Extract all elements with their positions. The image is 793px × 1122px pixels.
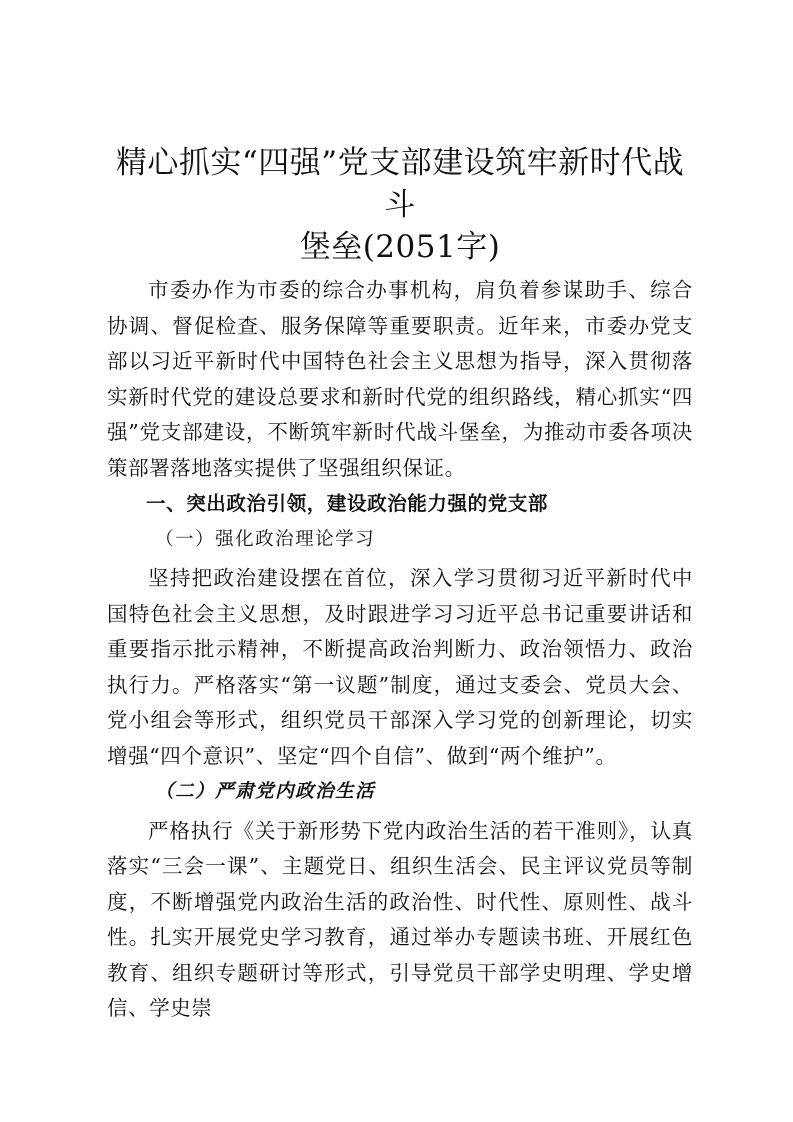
subsection-heading-2: （二）严肃党内政治生活 (155, 781, 376, 802)
subsection-2-paragraph: 严格执行《关于新形势下党内政治生活的若干准则》，认真落实“三会一课”、主题党日、组织生活会、民主评议党员等制度，不断增强党内政治生活的政治性、时代性、原则性、战斗性。扎实开展党史学习教育，通过举办专题读书班、开展红色教育、组织专题研讨等形式，引导党员干部学史明理、学史增信、学史崇 (107, 818, 693, 1020)
title-line-2: 堡垒(2051字) (299, 229, 501, 265)
title-line-1: 精心抓实“四强”党支部建设筑牢新时代战斗 (115, 145, 685, 223)
intro-paragraph: 市委办作为市委的综合办事机构，肩负着参谋助手、综合协调、督促检查、服务保障等重要职责。近年来，市委办党支部以习近平新时代中国特色社会主义思想为指导，深入贯彻落实新时代党的建设总要求和新时代党的组织路线，精心抓实“四强”党支部建设，不断筑牢新时代战斗堡垒，为推动市委各项决策部署落地落实提供了坚强组织保证。 (107, 278, 693, 480)
document-title (107, 142, 693, 268)
section-heading-1: 一、突出政治引领，建设政治能力强的党支部 (146, 492, 549, 515)
subsection-heading-1: （一）强化政治理论学习 (155, 528, 376, 550)
subsection-1-paragraph: 坚持把政治建设摆在首位，深入学习贯彻习近平新时代中国特色社会主义思想，及时跟进学习习近平总书记重要讲话和重要指示批示精神，不断提高政治判断力、政治领悟力、政治执行力。严格落实“第一议题”制度，通过支委会、党员大会、党小组会等形式，组织党员干部深入学习党的创新理论，切实增强“四个意识”、坚定“四个自信”、做到“两个维护”。 (107, 566, 693, 768)
